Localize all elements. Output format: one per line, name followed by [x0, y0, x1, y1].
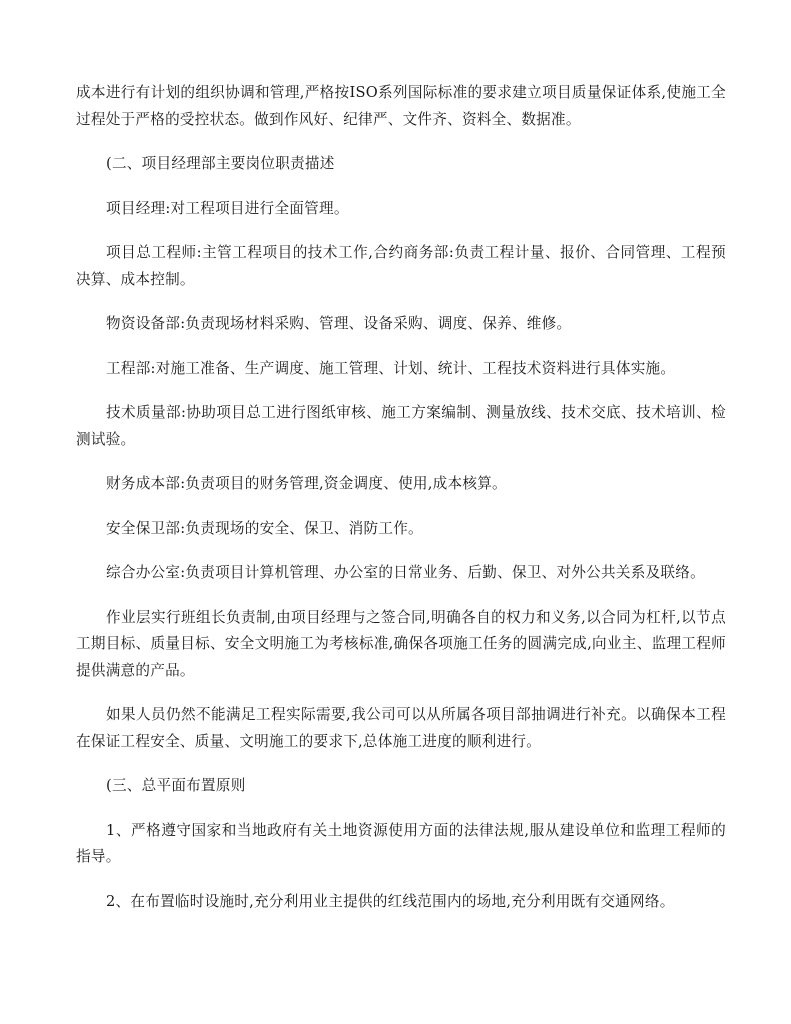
paragraph-work-teams: 作业层实行班组长负责制,由项目经理与之签合同,明确各自的权力和义务,以合同为杠杆,以节点工期目标、质量目标、安全文明施工为考核标准,确保各项施工任务的圆满完成,向业主、监理工程师提供满意的产品。: [76, 608, 726, 679]
paragraph-finance-dept: 财务成本部:负责项目的财务管理,资金调度、使用,成本核算。: [106, 475, 507, 492]
paragraph-principle-1: 1、严格遵守国家和当地政府有关土地资源使用方面的法律法规,服从建设单位和监理工程师的指导。: [76, 821, 726, 865]
paragraph-staff-supplement: 如果人员仍然不能满足工程实际需要,我公司可以从所属各项目部抽调进行补充。以确保本工程在保证工程安全、质量、文明施工的要求下,总体施工进度的顺利进行。: [76, 706, 726, 750]
section-heading-3: (三、总平面布置原则: [106, 777, 246, 794]
section-heading-2: (二、项目经理部主要岗位职责描述: [106, 155, 335, 172]
paragraph-chief-engineer: 项目总工程师:主管工程项目的技术工作,合约商务部:负责工程计量、报价、合同管理、工程预决算、成本控制。: [76, 244, 726, 288]
document-page: [76, 80, 726, 915]
paragraph-general-office: 综合办公室:负责项目计算机管理、办公室的日常业务、后勤、保卫、对外公共关系及联络。: [106, 564, 705, 581]
paragraph-project-manager: 项目经理:对工程项目进行全面管理。: [106, 199, 349, 217]
paragraph-security-dept: 安全保卫部:负责现场的安全、保卫、消防工作。: [106, 519, 423, 537]
paragraph-continuation: 成本进行有计划的组织协调和管理,严格按ISO系列国际标准的要求建立项目质量保证体系,使施工全过程处于严格的受控状态。做到作风好、纪律严、文件齐、资料全、数据准。: [76, 84, 726, 128]
paragraph-engineering-dept: 工程部:对施工准备、生产调度、施工管理、计划、统计、工程技术资料进行具体实施。: [106, 359, 676, 377]
paragraph-principle-2: 2、在布置临时设施时,充分利用业主提供的红线范围内的场地,充分利用既有交通网络。: [106, 892, 675, 910]
paragraph-quality-dept: 技术质量部:协助项目总工进行图纸审核、施工方案编制、测量放线、技术交底、技术培训、检测试验。: [76, 404, 726, 448]
paragraph-materials-dept: 物资设备部:负责现场材料采购、管理、设备采购、调度、保养、维修。: [106, 315, 572, 332]
